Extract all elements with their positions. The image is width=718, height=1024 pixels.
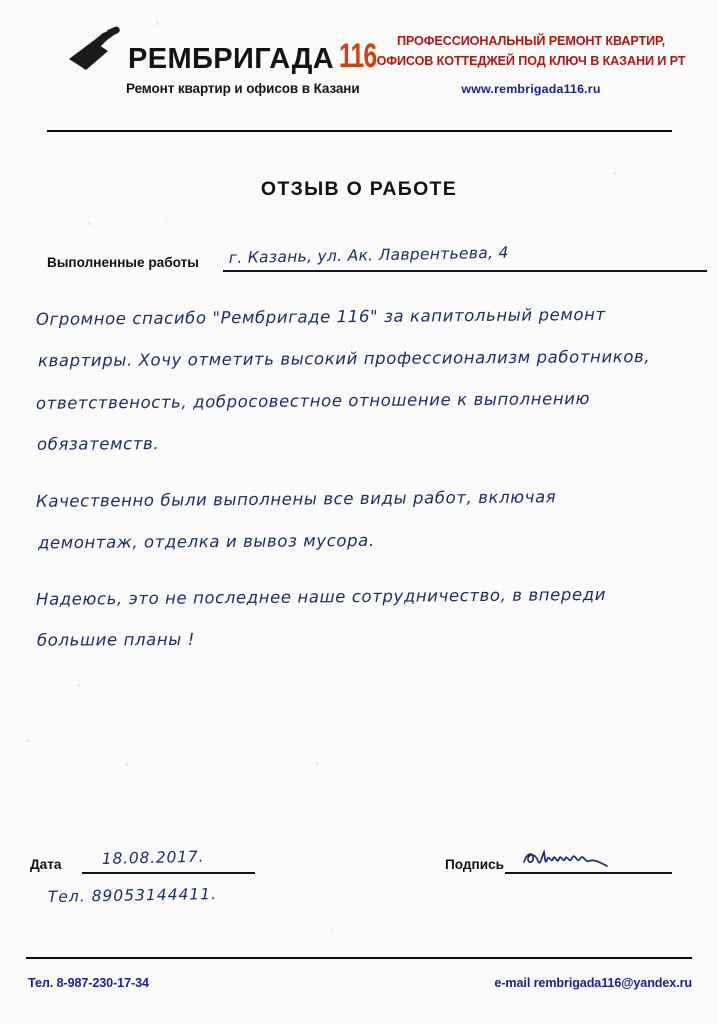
document-header xyxy=(0,0,718,118)
review-line: большие планы ! xyxy=(36,629,195,650)
handwritten-phone-value: Тел. 89053144411. xyxy=(47,885,218,906)
signature-underline xyxy=(505,872,672,874)
logo-tagline: Ремонт квартир и офисов в Казани xyxy=(126,81,360,96)
trowel-icon xyxy=(62,26,124,74)
date-underline xyxy=(82,872,255,874)
scan-speck xyxy=(613,172,616,175)
footer-divider xyxy=(26,957,692,959)
date-label: Дата xyxy=(30,857,62,872)
scan-speck xyxy=(165,218,167,220)
performed-works-value: г. Казань, ул. Ак. Лаврентьева, 4 xyxy=(228,243,509,267)
scan-speck xyxy=(125,763,128,766)
review-line: ответственость, добросовестное отношение к выполнению xyxy=(35,389,591,413)
review-line: квартиры. Хочу отметить высокий профессионализм работников, xyxy=(37,347,651,371)
company-logo xyxy=(62,26,377,96)
signature-label: Подпись xyxy=(445,857,505,872)
signature-field xyxy=(445,848,685,874)
footer-email[interactable]: e-mail rembrigada116@yandex.ru xyxy=(494,976,692,990)
performed-works-underline xyxy=(223,270,707,272)
date-value: 18.08.2017. xyxy=(101,847,205,868)
review-line: Надеюсь, это не последнее наше сотрудничество, в впереди xyxy=(35,584,607,609)
review-line: Огромное спасибо "Рембригаде 116" за капитольный ремонт xyxy=(35,304,606,329)
scan-speck xyxy=(330,928,333,931)
scan-speck xyxy=(77,684,80,687)
review-line: демонтаж, отделка и вывоз мусора. xyxy=(37,530,375,553)
header-contact-block xyxy=(366,32,696,96)
scan-speck xyxy=(156,22,159,25)
website-link[interactable]: www.rembrigada116.ru xyxy=(461,82,601,97)
performed-works-field xyxy=(47,243,667,272)
review-line: Качественно были выполнены все виды работ, включая xyxy=(35,487,557,511)
document-footer xyxy=(0,966,718,1006)
scan-speck xyxy=(88,222,91,225)
page-title: ОТЗЫВ О РАБОТЕ xyxy=(260,178,458,200)
footer-phone[interactable]: Тел. 8-987-230-17-34 xyxy=(28,976,149,990)
review-body xyxy=(36,296,692,660)
scan-speck xyxy=(27,739,30,742)
date-field xyxy=(30,848,260,874)
slogan-line-1: ПРОФЕССИОНАЛЬНЫЙ РЕМОНТ КВАРТИР, xyxy=(396,34,666,48)
performed-works-label: Выполненные работы xyxy=(47,255,199,270)
logo-wordmark: РЕМБРИГАДА xyxy=(128,43,335,75)
review-line: обязатемств. xyxy=(36,434,160,454)
logo-number-116: 116 xyxy=(339,37,377,75)
slogan-line-2: ОФИСОВ КОТТЕДЖЕЙ ПОД КЛЮЧ В КАЗАНИ И РТ xyxy=(376,53,686,68)
signature-mark xyxy=(521,848,613,872)
header-divider xyxy=(47,130,672,132)
scan-speck xyxy=(316,762,319,765)
handwritten-phone-field xyxy=(47,885,218,907)
